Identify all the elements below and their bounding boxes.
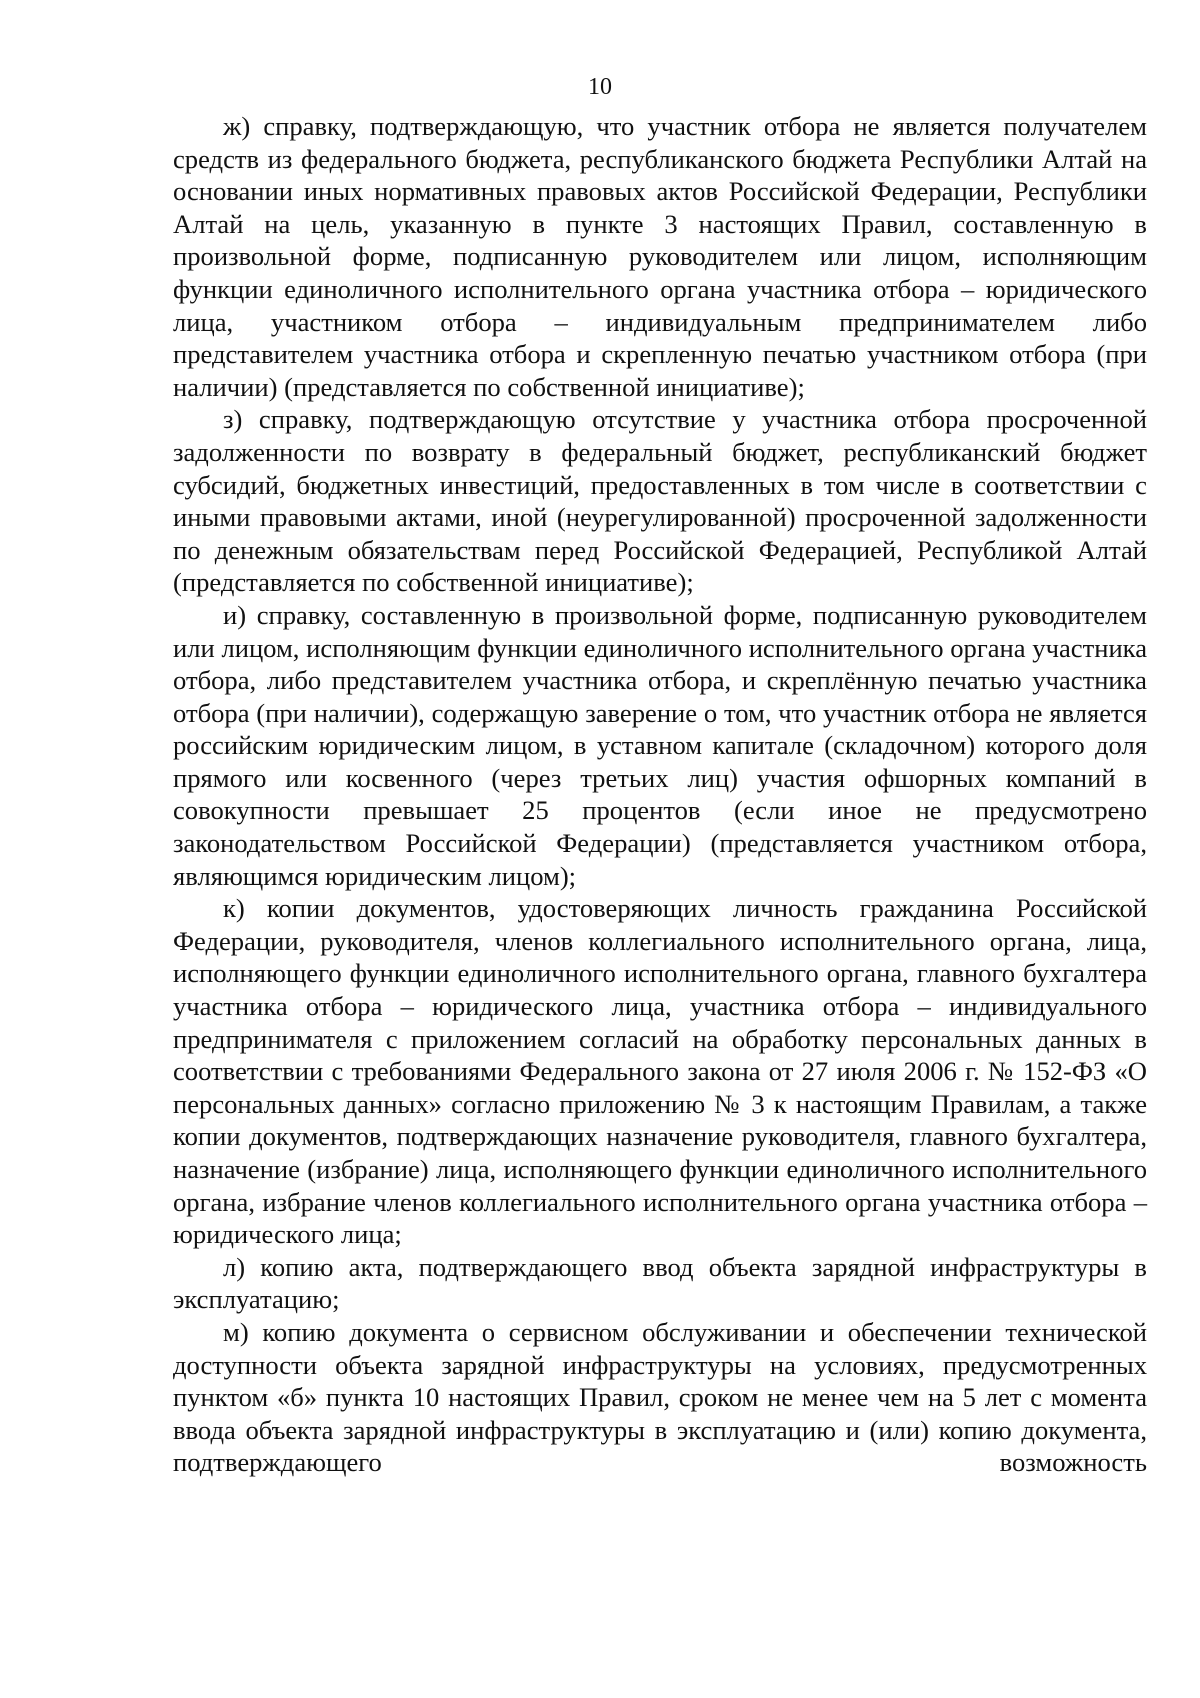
document-body bbox=[173, 110, 1147, 1479]
paragraph-k: к) копии документов, удостоверяющих личность гражданина Российской Федерации, руководителя, членов коллегиального исполнительного органа, лица, исполняющего функции единоличного исполнительного органа, главного бухгалтера участника отбора – юридического лица, участника отбора – индивидуального предпринимателя с приложением согласий на обработку персональных данных в соответствии с требованиями Федерального закона от 27 июля 2006 г. № 152-ФЗ «О персональных данных» согласно приложению № 3 к настоящим Правилам, а также копии документов, подтверждающих назначение руководителя, главного бухгалтера, назначение (избрание) лица, исполняющего функции единоличного исполнительного органа, избрание членов коллегиального исполнительного органа участника отбора – юридического лица; bbox=[173, 893, 1147, 1250]
paragraph-i: и) справку, составленную в произвольной форме, подписанную руководителем или лицом, исполняющим функции единоличного исполнительного органа участника отбора, либо представителем участника отбора, и скреплённую печатью участника отбора (при наличии), содержащую заверение о том, что участник отбора не является российским юридическим лицом, в уставном капитале (складочном) которого доля прямого или косвенного (через третьих лиц) участия офшорных компаний в совокупности превышает 25 процентов (если иное не предусмотрено законодательством Российской Федерации) (представляется участником отбора, являющимся юридическим лицом); bbox=[173, 599, 1147, 891]
paragraph-zh: ж) справку, подтверждающую, что участник отбора не является получателем средств из федерального бюджета, республиканского бюджета Республики Алтай на основании иных нормативных правовых актов Российской Федерации, Республики Алтай на цель, указанную в пункте 3 настоящих Правил, составленную в произвольной форме, подписанную руководителем или лицом, исполняющим функции единоличного исполнительного органа участника отбора – юридического лица, участником отбора – индивидуальным предпринимателем либо представителем участника отбора и скрепленную печатью участником отбора (при наличии) (представляется по собственной инициативе); bbox=[173, 111, 1147, 402]
paragraph-l: л) копию акта, подтверждающего ввод объекта зарядной инфраструктуры в эксплуатацию; bbox=[173, 1251, 1147, 1315]
page-number: 10 bbox=[588, 74, 612, 100]
paragraph-z: з) справку, подтверждающую отсутствие у участника отбора просроченной задолженности по возврату в федеральный бюджет, республиканский бюджет субсидий, бюджетных инвестиций, предоставленных в том числе в соответствии с иными правовыми актами, иной (неурегулированной) просроченной задолженности по денежным обязательствам перед Российской Федерацией, Республикой Алтай (представляется по собственной инициативе); bbox=[173, 404, 1147, 598]
paragraph-m: м) копию документа о сервисном обслуживании и обеспечении технической доступности объекта зарядной инфраструктуры на условиях, предусмотренных пунктом «б» пункта 10 настоящих Правил, сроком не менее чем на 5 лет с момента ввода объекта зарядной инфраструктуры в эксплуатацию и (или) копию документа, подтверждающего возможность bbox=[173, 1316, 1147, 1478]
